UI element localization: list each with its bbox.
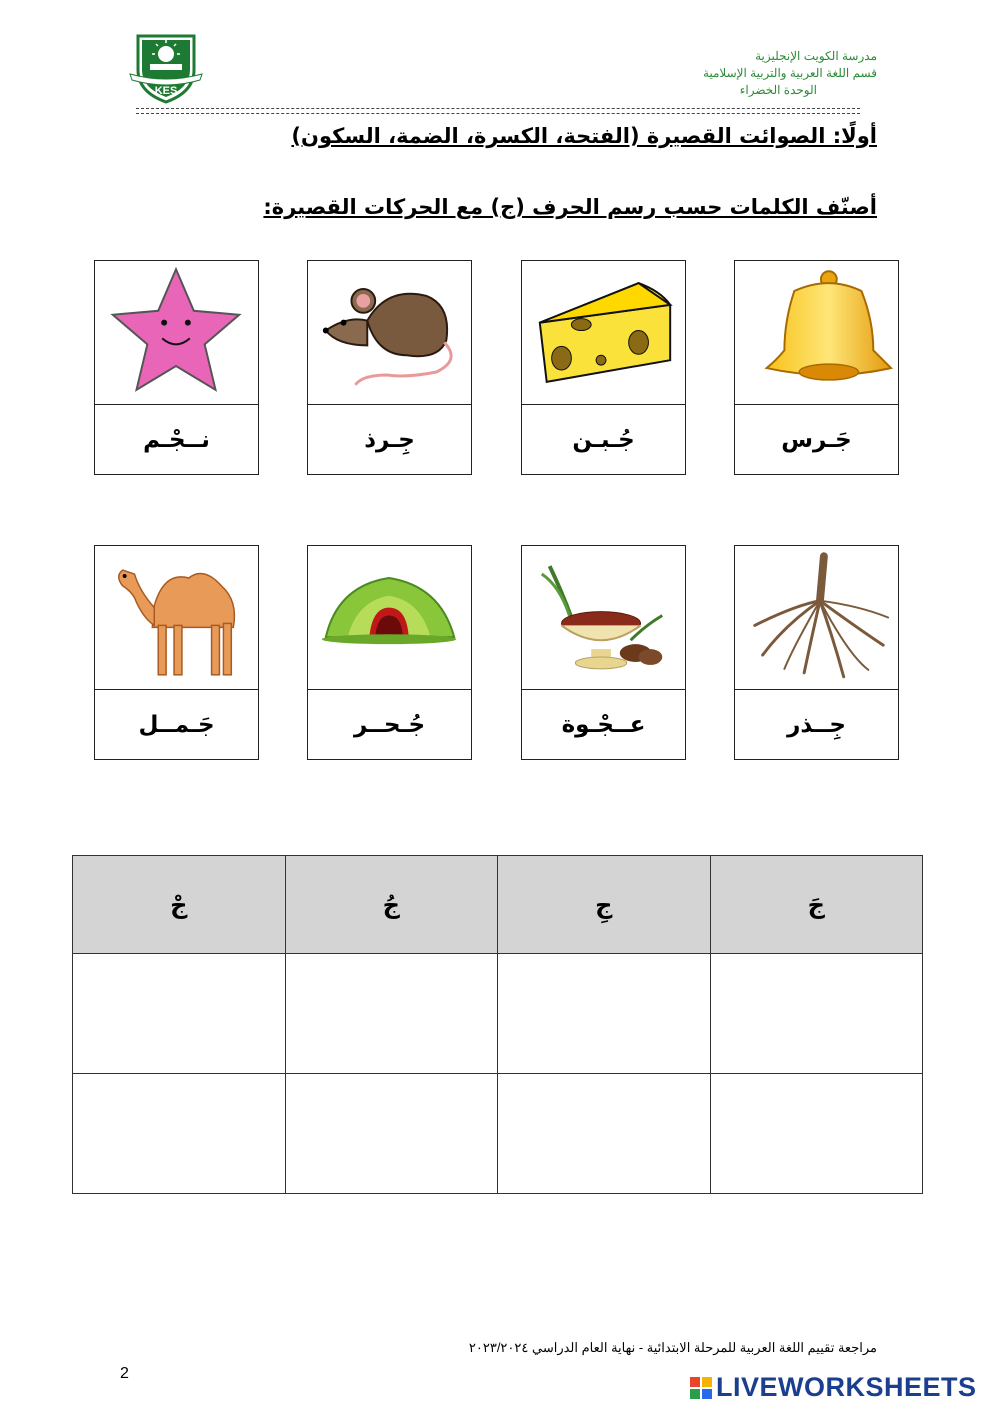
table-row [73, 1074, 923, 1194]
svg-text:KES: KES [154, 85, 178, 97]
camel-icon [95, 546, 258, 690]
bell-icon [735, 261, 898, 405]
cheese-icon [522, 261, 685, 405]
classification-table [72, 855, 923, 1194]
answer-cell[interactable] [710, 1074, 923, 1194]
footer-text: مراجعة تقييم اللغة العربية للمرحلة الابتدائية - نهاية العام الدراسي ٢٠٢٣/٢٠٢٤ [468, 1340, 877, 1355]
burrow-icon [308, 546, 471, 690]
star-icon [95, 261, 258, 405]
answer-cell[interactable] [285, 1074, 498, 1194]
answer-cell[interactable] [498, 1074, 711, 1194]
answer-cell[interactable] [710, 954, 923, 1074]
school-logo [128, 30, 204, 106]
watermark-text: LIVEWORKSHEETS [716, 1372, 977, 1402]
liveworksheets-logo-icon [690, 1377, 712, 1399]
word-label: نــجْـم [143, 427, 210, 453]
department-name: قسم اللغة العربية والتربية الإسلامية [702, 66, 877, 80]
answer-cell[interactable] [73, 954, 286, 1074]
page-number: 2 [120, 1365, 129, 1382]
answer-cell[interactable] [498, 954, 711, 1074]
word-card-root [734, 545, 899, 760]
header-cell-sukun: جْ [73, 856, 286, 954]
mouse-icon [308, 261, 471, 405]
answer-cell[interactable] [73, 1074, 286, 1194]
dates-icon [522, 546, 685, 690]
school-info [703, 48, 877, 99]
word-label: جِــذر [787, 712, 846, 738]
word-card-camel [94, 545, 259, 760]
word-card-cheese [521, 260, 686, 475]
word-card-bell [734, 260, 899, 475]
word-card-burrow [307, 545, 472, 760]
header-divider [136, 108, 860, 114]
word-label: عــجْـوة [561, 712, 646, 738]
root-icon [735, 546, 898, 690]
school-name: مدرسة الكويت الإنجليزية [755, 49, 877, 63]
unit-name: الوحدة الخضراء [739, 83, 817, 97]
word-label: جَـمــل [138, 712, 215, 738]
instruction-text: أصنّف الكلمات حسب رسم الحرف (ج) مع الحركات القصيرة: [263, 195, 877, 219]
liveworksheets-watermark[interactable] [690, 1372, 977, 1403]
header-cell-fatha: جَ [710, 856, 923, 954]
table-header-row [73, 856, 923, 954]
word-label: جُـبـن [572, 427, 635, 453]
word-card-star [94, 260, 259, 475]
table-row [73, 954, 923, 1074]
word-label: جُـحــر [353, 712, 426, 738]
word-label: جِـرذ [364, 427, 415, 453]
word-label: جَـرس [781, 427, 852, 453]
header-cell-damma: جُ [285, 856, 498, 954]
word-card-mouse [307, 260, 472, 475]
answer-cell[interactable] [285, 954, 498, 1074]
header-cell-kasra: جِ [498, 856, 711, 954]
word-card-dates [521, 545, 686, 760]
section-title: أولًا: الصوائت القصيرة (الفتحة، الكسرة، الضمة، السكون) [291, 124, 877, 148]
